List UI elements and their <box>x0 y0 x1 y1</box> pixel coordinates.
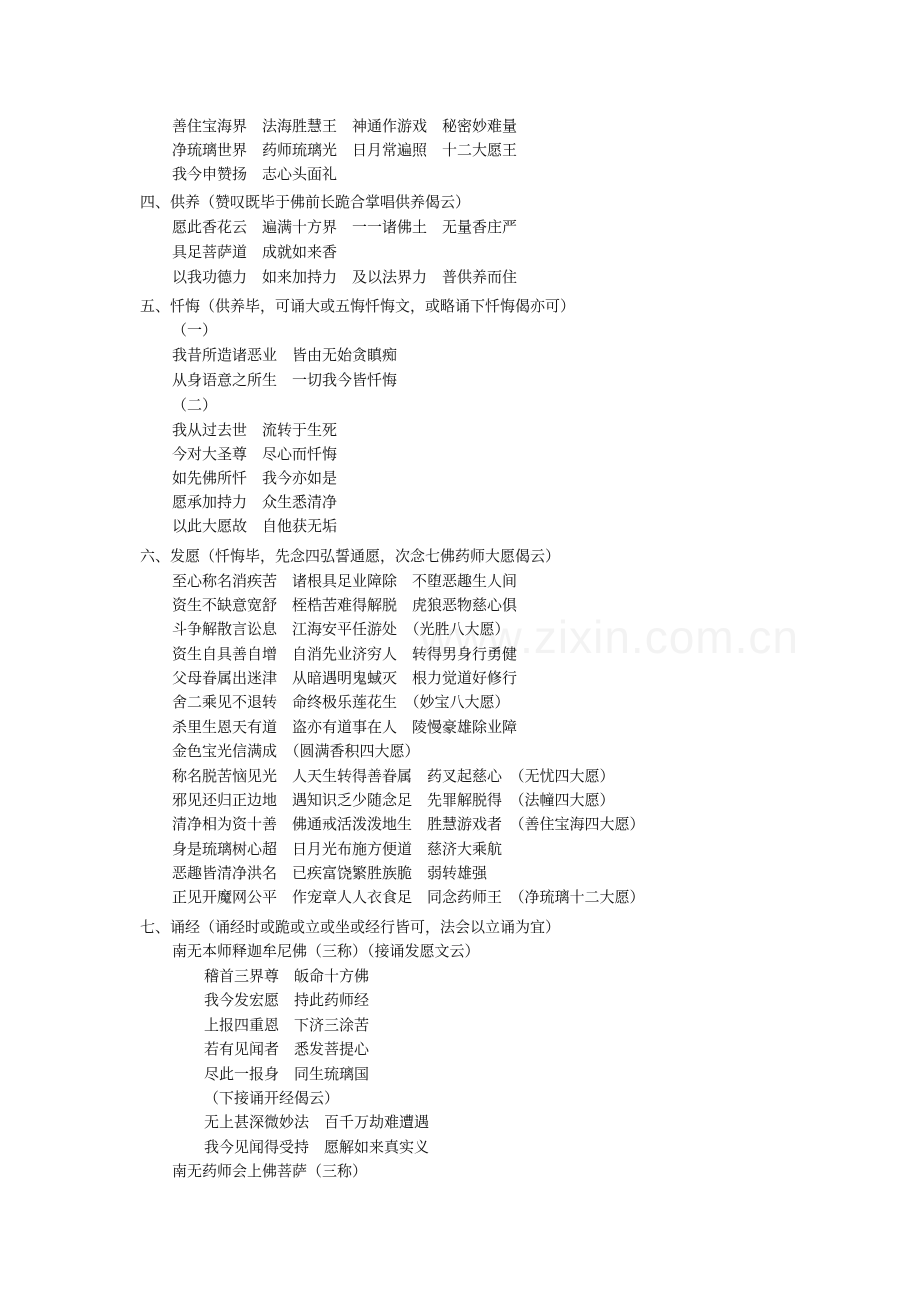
text-line: 我从过去世 流转于生死 <box>172 421 338 439</box>
text-line: 我今发宏愿 持此药师经 <box>204 991 370 1009</box>
text-line: 南无本师释迦牟尼佛（三称）（接诵发愿文云） <box>172 942 480 960</box>
text-line: 我今见闻得受持 愿解如来真实义 <box>204 1138 430 1156</box>
text-line: 愿承加持力 众生悉清净 <box>172 493 338 511</box>
text-line: 杀里生恩天有道 盗亦有道事在人 陵慢豪雄除业障 <box>172 718 518 736</box>
text-line: 南无药师会上佛菩萨（三称） <box>172 1162 368 1180</box>
text-line: 善住宝海界 法海胜慧王 神通作游戏 秘密妙难量 <box>172 117 518 135</box>
text-line: 如先佛所忏 我今亦如是 <box>172 469 338 487</box>
text-line: 上报四重恩 下济三涂苦 <box>204 1016 370 1034</box>
text-line: 金色宝光信满成 （圆满香积四大愿） <box>172 742 420 760</box>
text-line: 恶趣皆清净洪名 已疾富饶繁胜族脆 弱转雄强 <box>172 864 488 882</box>
text-line: 称名脱苦恼见光 人天生转得善眷属 药叉起慈心 （无忧四大愿） <box>172 767 615 785</box>
text-line: 具足菩萨道 成就如来香 <box>172 243 338 261</box>
text-line: （下接诵开经偈云） <box>204 1089 340 1107</box>
text-line: 稽首三界尊 皈命十方佛 <box>204 967 370 985</box>
text-line: （一） <box>172 321 218 339</box>
text-line: 净琉璃世界 药师琉璃光 日月常遍照 十二大愿王 <box>172 141 518 159</box>
text-line: 六、发愿（忏悔毕，先念四弘誓通愿，次念七佛药师大愿偈云） <box>140 547 561 565</box>
text-line: 以我功德力 如来加持力 及以法界力 普供养而住 <box>172 268 518 286</box>
text-line: 七、诵经（诵经时或跪或立或坐或经行皆可，法会以立诵为宜） <box>140 918 561 936</box>
text-line: 我今申赞扬 志心头面礼 <box>172 165 338 183</box>
text-line: 今对大圣尊 尽心而忏悔 <box>172 445 338 463</box>
text-line: 愿此香花云 遍满十方界 一一诸佛土 无量香庄严 <box>172 218 518 236</box>
text-line: （二） <box>172 396 218 414</box>
text-line: 资生不缺意宽舒 桎梏苦难得解脱 虎狼恶物慈心俱 <box>172 596 518 614</box>
text-line: 四、供养（赞叹既毕于佛前长跪合掌唱供养偈云） <box>140 193 471 211</box>
text-line: 资生自具善自增 自消先业济穷人 转得男身行勇健 <box>172 645 518 663</box>
text-line: 我昔所造诸恶业 皆由无始贪瞋痴 <box>172 346 398 364</box>
text-line: 尽此一报身 同生琉璃国 <box>204 1065 370 1083</box>
text-line: 清净相为资十善 佛通戒活泼泼地生 胜慧游戏者 （善住宝海四大愿） <box>172 815 645 833</box>
watermark: www.zixin.com.cn <box>420 611 799 663</box>
text-line: 邪见还归正边地 遇知识乏少随念足 先罪解脱得 （法幢四大愿） <box>172 791 615 809</box>
text-line: 父母眷属出迷津 从暗遇明鬼蜮灭 根力觉道好修行 <box>172 669 518 687</box>
text-line: 正见开魔网公平 作宠章人人衣食足 同念药师王 （净琉璃十二大愿） <box>172 888 645 906</box>
text-line: 若有见闻者 悉发菩提心 <box>204 1040 370 1058</box>
text-line: 以此大愿故 自他获无垢 <box>172 517 338 535</box>
text-line: 舍二乘见不退转 命终极乐莲花生 （妙宝八大愿） <box>172 693 510 711</box>
text-line: 无上甚深微妙法 百千万劫难遭遇 <box>204 1113 430 1131</box>
text-line: 斗争解散言讼息 江海安平任游处 （光胜八大愿） <box>172 620 510 638</box>
text-line: 五、忏悔（供养毕，可诵大或五悔忏悔文，或略诵下忏悔偈亦可） <box>140 297 576 315</box>
text-line: 从身语意之所生 一切我今皆忏悔 <box>172 371 398 389</box>
text-line: 至心称名消疾苦 诸根具足业障除 不堕恶趣生人间 <box>172 572 518 590</box>
text-line: 身是琉璃树心超 日月光布施方便道 慈济大乘航 <box>172 840 503 858</box>
